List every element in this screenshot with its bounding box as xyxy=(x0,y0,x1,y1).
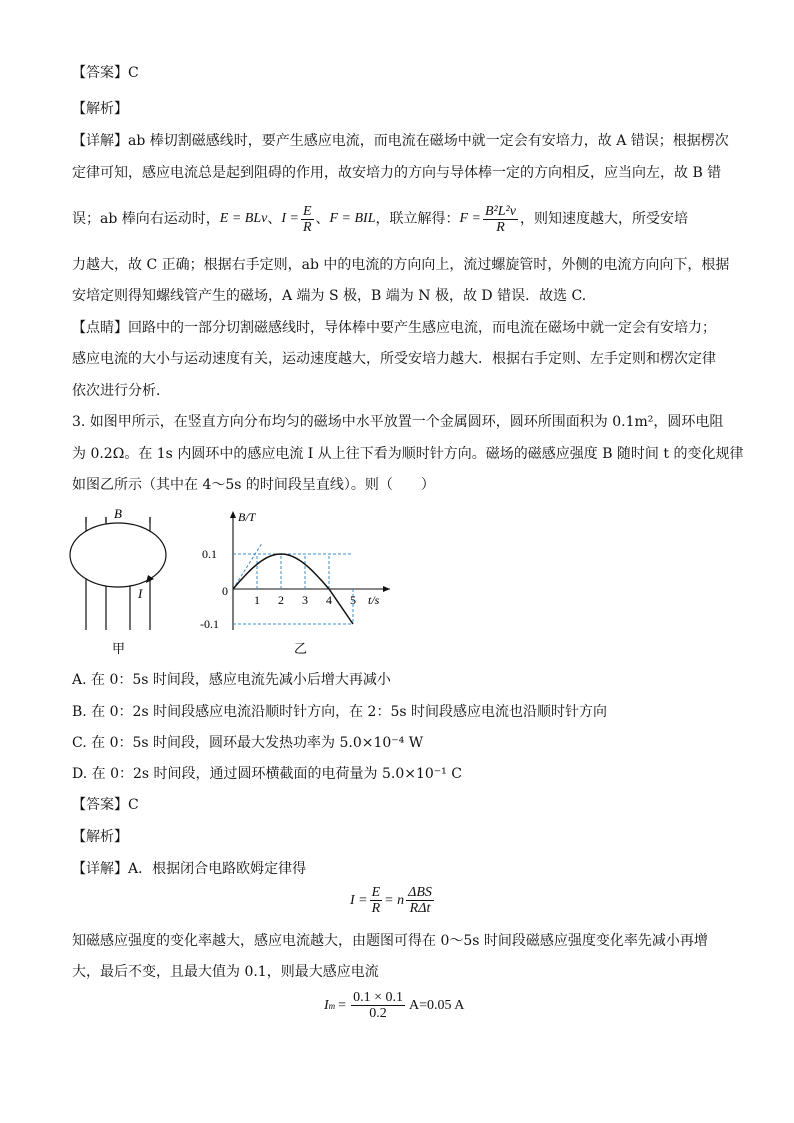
detail-tag: 【详解】 xyxy=(72,861,128,877)
q3-detail-line-3: 大，最后不变，且最大值为 0.1，则最大感应电流 xyxy=(72,964,379,980)
figure-jia xyxy=(66,505,186,660)
x-axis-arrow-icon xyxy=(383,586,390,592)
caption-yi: 乙 xyxy=(294,641,308,656)
y-axis-label: B/T xyxy=(238,510,256,524)
equation-i-fraction: $\frac{E}{R}$ xyxy=(302,203,312,235)
q3-stem-line-1: 3. 如图甲所示，在竖直方向分布均匀的磁场中水平放置一个金属圆环，圆环所围面积为 0.1m²，圆环电阻 xyxy=(72,414,724,430)
option-a[interactable]: A. 在 0：5s 时间段，感应电流先减小后增大再减小 xyxy=(72,672,391,688)
y-tick-0.1: 0.1 xyxy=(202,547,217,561)
q3-stem-line-3: 如图乙所示（其中在 4～5s 的时间段呈直线）。则（ ） xyxy=(72,477,435,493)
equation-f2-fraction: $\frac{\text{B²L²v}}{R}$ xyxy=(485,203,516,235)
equation-e: E = BLv xyxy=(219,211,268,226)
q2-comment-line-3: 依次进行分析． xyxy=(72,383,170,399)
q2-detail-line-5: 安培定则得知螺线管产生的磁场，A 端为 S 极，B 端为 N 极，故 D 错误．故选 C. xyxy=(72,288,587,304)
x-tick-3: 3 xyxy=(302,593,308,607)
q3-analysis-tag: 【解析】 xyxy=(72,829,128,845)
x-axis-label: t/s xyxy=(368,593,380,607)
y-tick-neg-0.1: -0.1 xyxy=(200,617,219,631)
q2-detail-line-2: 定律可知，感应电流总是起到阻碍的作用，故安培力的方向与导体棒一定的方向相反，应当向左，故 B 错 xyxy=(72,165,722,181)
equation-max-current: I m = $\frac{0.1 \times 0.1}{0.2}$ A=0.05 A xyxy=(324,990,465,1021)
figure-yi-chart xyxy=(200,505,400,660)
x-tick-5: 5 xyxy=(350,593,356,607)
q2-detail-line-4: 力越大，故 C 正确；根据右手定则，ab 中的电流的方向向上，流过螺旋管时，外侧的电流方向向下，根据 xyxy=(72,257,730,273)
option-c[interactable]: C. 在 0：5s 时间段，圆环最大发热功率为 5.0×10⁻⁴ W xyxy=(72,735,424,751)
q2-analysis-tag: 【解析】 xyxy=(72,101,128,117)
q2-comment-line-2: 感应电流的大小与运动速度有关，运动速度越大，所受安培力越大．根据右手定则、左手定则和楞次定律 xyxy=(72,351,716,367)
comment-tag: 【点睛】 xyxy=(72,320,128,336)
option-b[interactable]: B. 在 0：2s 时间段感应电流沿顺时针方向，在 2：5s 时间段感应电流也沿顺时针方向 xyxy=(72,704,607,720)
x-tick-4: 4 xyxy=(326,593,332,607)
answer-value: C xyxy=(128,65,139,81)
q3-detail-line-1: 【详解】A．根据闭合电路欧姆定律得 xyxy=(72,861,307,877)
x-tick-1: 1 xyxy=(254,593,260,607)
origin-label: 0 xyxy=(222,584,228,598)
q3-answer-line xyxy=(72,795,139,815)
y-axis-arrow-icon xyxy=(230,511,236,518)
equation-f: F = BIL xyxy=(329,211,376,226)
q2-answer-line xyxy=(72,63,139,83)
caption-jia: 甲 xyxy=(112,641,126,656)
option-d[interactable]: D. 在 0：2s 时间段，通过圆环横截面的电荷量为 5.0×10⁻¹ C xyxy=(72,766,462,782)
x-tick-2: 2 xyxy=(278,593,284,607)
answer-tag: 【答案】 xyxy=(72,65,128,81)
answer-tag: 【答案】 xyxy=(72,797,128,813)
label-i: I xyxy=(138,586,143,601)
q3-stem-line-2: 为 0.2Ω。在 1s 内圆环中的感应电流 I 从上往下看为顺时针方向。磁场的磁感应强度 B 随时间 t 的变化规律 xyxy=(72,446,744,462)
equation-ohm: I = $\frac{E}{R}$ = n $\frac{\text{ΔBS}}{\text{RΔt}}$ xyxy=(350,885,432,916)
label-b: B xyxy=(114,506,122,521)
q3-detail-line-2: 知磁感应强度的变化率越大，感应电流越大，由题图可得在 0～5s 时间段磁感应强度变化率先减小再增 xyxy=(72,933,708,949)
q2-detail-line-1: 【详解】ab 棒切割磁感线时，要产生感应电流，而电流在磁场中就一定会有安培力，故 A 错误；根据楞次 xyxy=(72,133,729,149)
q2-comment-line-1: 【点睛】回路中的一部分切割磁感线时，导体棒中要产生感应电流，而电流在磁场中就一定会有安培力； xyxy=(72,320,716,336)
q2-detail-line-3: 误；ab 棒向右运动时， E = BLv 、 I = $\frac{E}{R}$ 、 F = BIL ，联立解得： F = $\frac{\text{B²L²v}}{R}$ ，则知速度越大，所受安培 xyxy=(72,203,688,235)
detail-tag: 【详解】 xyxy=(72,133,128,149)
answer-value: C xyxy=(128,797,139,813)
